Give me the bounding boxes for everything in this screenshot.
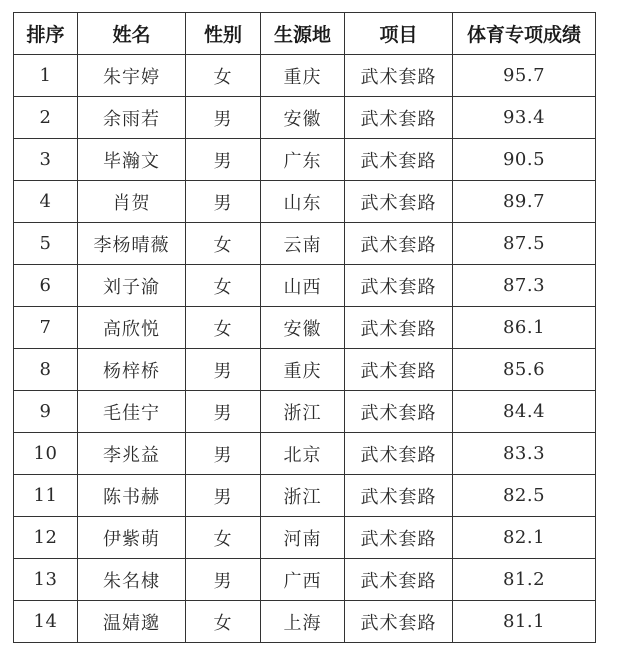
cell-origin: 重庆 [261,349,345,391]
ranking-table [13,12,596,643]
cell-score: 82.5 [453,475,596,517]
cell-score: 86.1 [453,307,596,349]
cell-event: 武术套路 [345,433,453,475]
cell-score: 81.1 [453,601,596,643]
cell-name: 李杨晴薇 [78,223,186,265]
table-row [14,349,596,391]
cell-gender: 女 [186,307,261,349]
table-row [14,601,596,643]
table-header [14,13,596,55]
table-row [14,97,596,139]
cell-name: 李兆益 [78,433,186,475]
cell-name: 肖贺 [78,181,186,223]
table-row [14,433,596,475]
header-score: 体育专项成绩 [453,13,596,55]
cell-event: 武术套路 [345,265,453,307]
cell-event: 武术套路 [345,349,453,391]
cell-gender: 女 [186,223,261,265]
cell-origin: 上海 [261,601,345,643]
cell-rank: 7 [14,307,78,349]
cell-score: 93.4 [453,97,596,139]
table-body [14,55,596,643]
cell-score: 87.5 [453,223,596,265]
header-event: 项目 [345,13,453,55]
cell-rank: 12 [14,517,78,559]
cell-origin: 山西 [261,265,345,307]
cell-score: 82.1 [453,517,596,559]
cell-name: 朱宇婷 [78,55,186,97]
cell-name: 毛佳宁 [78,391,186,433]
cell-origin: 广东 [261,139,345,181]
cell-rank: 1 [14,55,78,97]
table-row [14,55,596,97]
cell-score: 85.6 [453,349,596,391]
cell-rank: 6 [14,265,78,307]
cell-origin: 北京 [261,433,345,475]
cell-rank: 3 [14,139,78,181]
cell-rank: 8 [14,349,78,391]
cell-name: 伊紫萌 [78,517,186,559]
cell-score: 83.3 [453,433,596,475]
cell-event: 武术套路 [345,601,453,643]
cell-gender: 女 [186,265,261,307]
cell-origin: 山东 [261,181,345,223]
cell-gender: 男 [186,559,261,601]
cell-origin: 广西 [261,559,345,601]
cell-rank: 10 [14,433,78,475]
cell-event: 武术套路 [345,139,453,181]
cell-score: 81.2 [453,559,596,601]
cell-event: 武术套路 [345,181,453,223]
cell-origin: 云南 [261,223,345,265]
header-origin: 生源地 [261,13,345,55]
cell-event: 武术套路 [345,391,453,433]
table-row [14,517,596,559]
cell-gender: 男 [186,181,261,223]
cell-gender: 女 [186,517,261,559]
header-rank: 排序 [14,13,78,55]
table-row [14,139,596,181]
cell-event: 武术套路 [345,475,453,517]
cell-event: 武术套路 [345,55,453,97]
table-row [14,181,596,223]
table-row [14,307,596,349]
cell-gender: 男 [186,391,261,433]
cell-rank: 5 [14,223,78,265]
cell-rank: 4 [14,181,78,223]
cell-rank: 9 [14,391,78,433]
cell-score: 84.4 [453,391,596,433]
cell-name: 朱名棣 [78,559,186,601]
cell-origin: 安徽 [261,97,345,139]
cell-rank: 11 [14,475,78,517]
cell-event: 武术套路 [345,517,453,559]
cell-name: 高欣悦 [78,307,186,349]
cell-score: 90.5 [453,139,596,181]
cell-origin: 安徽 [261,307,345,349]
table-row [14,391,596,433]
table-row [14,559,596,601]
cell-origin: 河南 [261,517,345,559]
cell-event: 武术套路 [345,559,453,601]
cell-score: 95.7 [453,55,596,97]
table-row [14,265,596,307]
cell-gender: 女 [186,55,261,97]
cell-name: 毕瀚文 [78,139,186,181]
header-row [14,13,596,55]
cell-event: 武术套路 [345,223,453,265]
cell-gender: 男 [186,475,261,517]
cell-event: 武术套路 [345,307,453,349]
cell-name: 余雨若 [78,97,186,139]
cell-score: 89.7 [453,181,596,223]
cell-origin: 重庆 [261,55,345,97]
cell-origin: 浙江 [261,475,345,517]
cell-name: 陈书赫 [78,475,186,517]
cell-name: 杨梓桥 [78,349,186,391]
table-row [14,475,596,517]
cell-gender: 男 [186,433,261,475]
cell-name: 温婧邈 [78,601,186,643]
cell-score: 87.3 [453,265,596,307]
cell-event: 武术套路 [345,97,453,139]
cell-gender: 男 [186,349,261,391]
cell-gender: 女 [186,601,261,643]
cell-origin: 浙江 [261,391,345,433]
cell-gender: 男 [186,139,261,181]
header-name: 姓名 [78,13,186,55]
table-row [14,223,596,265]
cell-rank: 14 [14,601,78,643]
cell-rank: 2 [14,97,78,139]
cell-gender: 男 [186,97,261,139]
cell-rank: 13 [14,559,78,601]
header-gender: 性别 [186,13,261,55]
cell-name: 刘子渝 [78,265,186,307]
